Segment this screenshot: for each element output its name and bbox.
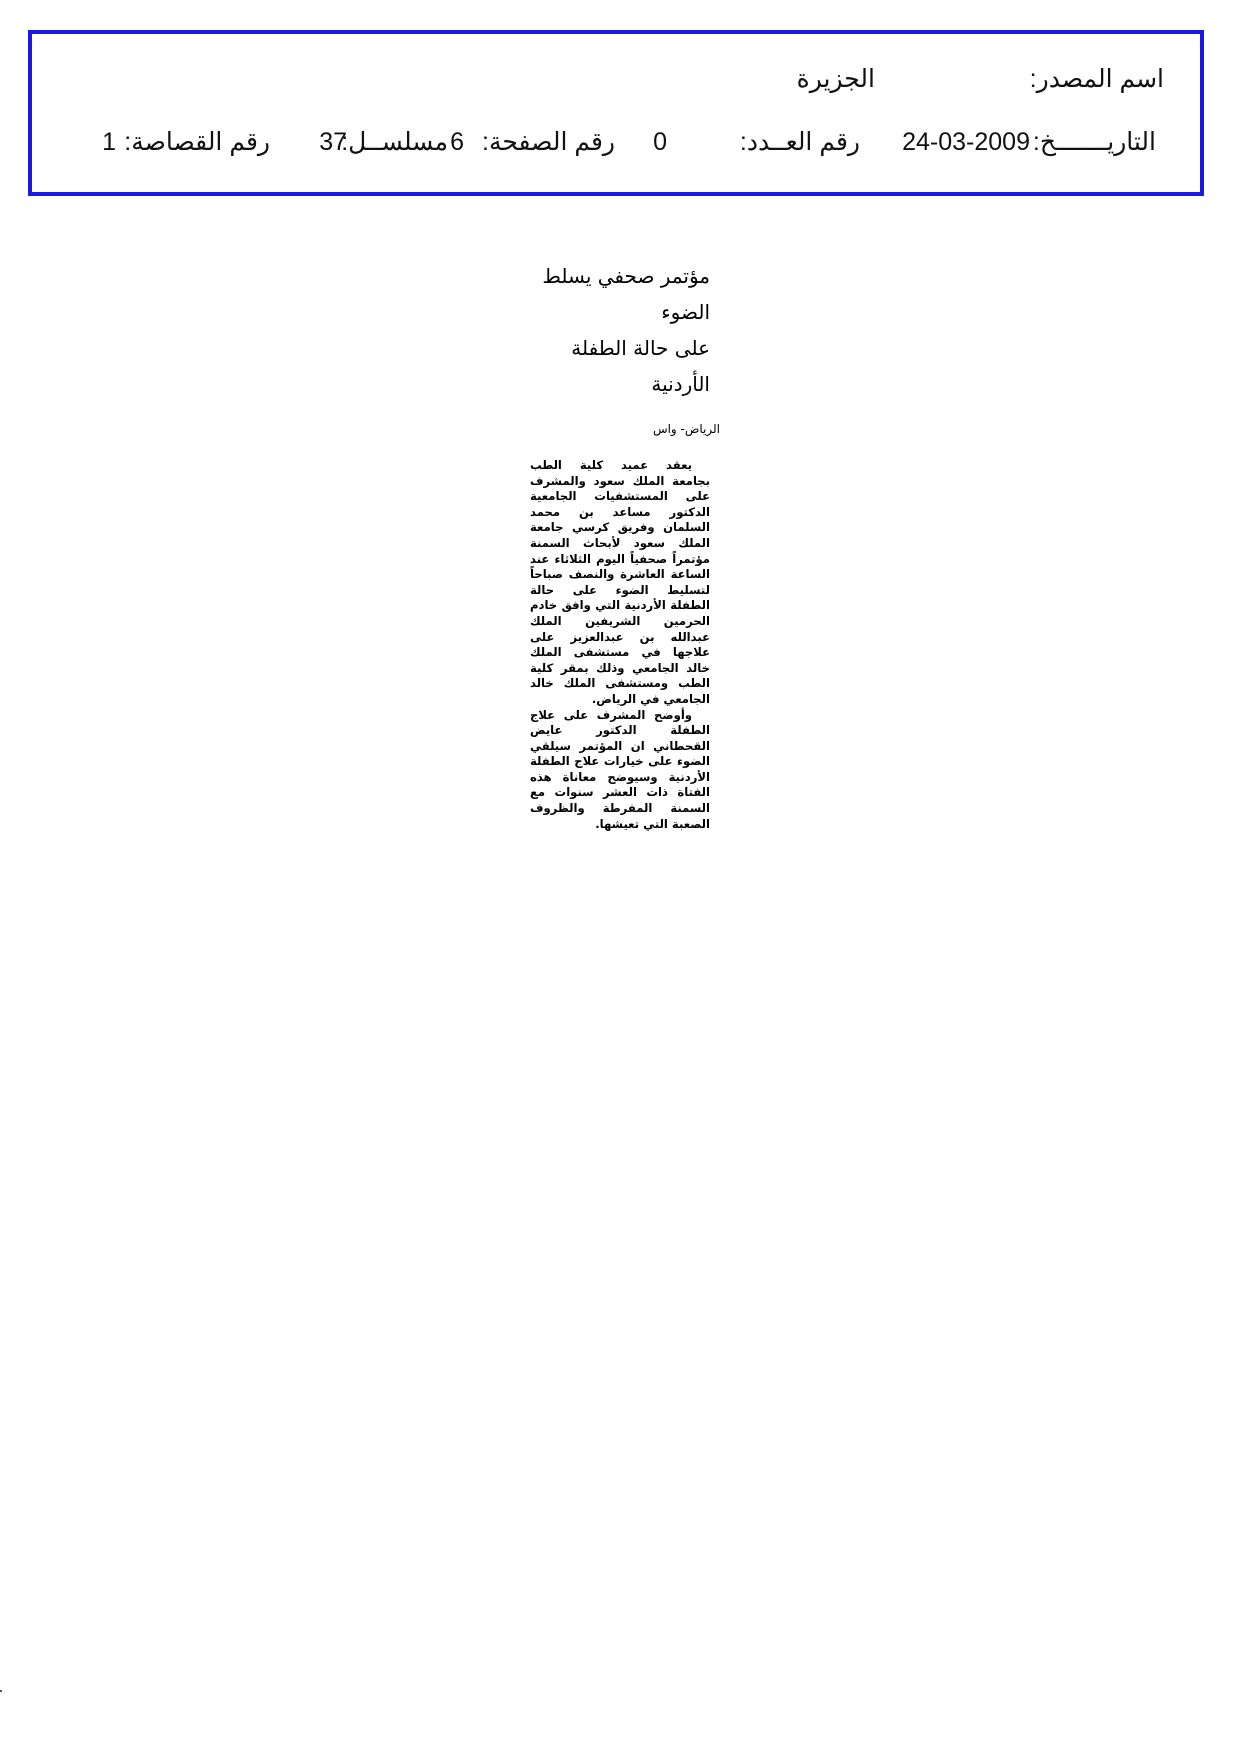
clipping-metadata-box <box>28 30 1204 196</box>
headline-line-1: مؤتمر صحفي يسلط الضوء <box>542 264 710 324</box>
page-value: 6 <box>450 128 464 156</box>
page-label: رقم الصفحة: <box>482 128 615 156</box>
article-dateline: الرياض- واس <box>652 422 720 436</box>
article-paragraph-1: يعقد عميد كلية الطب بجامعة الملك سعود والمشرف على المستشفيات الجامعية الدكتور مساعد بن محمد السلمان وفريق كرسي جامعة الملك سعود لأبحاث السمنة مؤتمراً صحفياً اليوم الثلاثاء عند الساعة العاشرة والنصف صباحاً لتسليط الضوء على حالة الطفلة الأردنية التي وافق خادم الحرمين الشريفين الملك عبدالله بن عبدالعزيز على علاجها في مستشفى الملك خالد الجامعي وذلك بمقر كلية الطب ومستشفى الملك خالد الجامعي في الرياض. <box>530 458 710 706</box>
clip-label: رقم القصاصة: <box>124 128 270 156</box>
source-value: الجزيرة <box>796 65 875 93</box>
date-value: 24-03-2009 <box>902 128 1030 156</box>
newspaper-article <box>520 258 720 832</box>
date-label: التاريـــــــخ: <box>1032 128 1156 156</box>
scan-speck <box>0 1690 2 1692</box>
article-paragraph-2: وأوضح المشرف على علاج الطفلة الدكتور عايض القحطاني ان المؤتمر سيلقي الضوء على خيارات علاج الطفلة الأردنية وسيوضح معاناة هذه الفتاة ذات العشر سنوات مع السمنة المفرطة والظروف الصعبة التي تعيشها. <box>530 707 710 831</box>
serial-value: 37 <box>319 128 347 156</box>
source-label: اسم المصدر: <box>1029 65 1164 93</box>
headline-line-2: على حالة الطفلة الأردنية <box>571 336 710 396</box>
article-headline <box>520 258 720 402</box>
clip-value: 1 <box>102 128 116 156</box>
article-body <box>530 458 710 832</box>
issue-label: رقم العــدد: <box>739 128 860 156</box>
serial-label: مسلســل: <box>341 128 448 156</box>
issue-value: 0 <box>653 128 667 156</box>
